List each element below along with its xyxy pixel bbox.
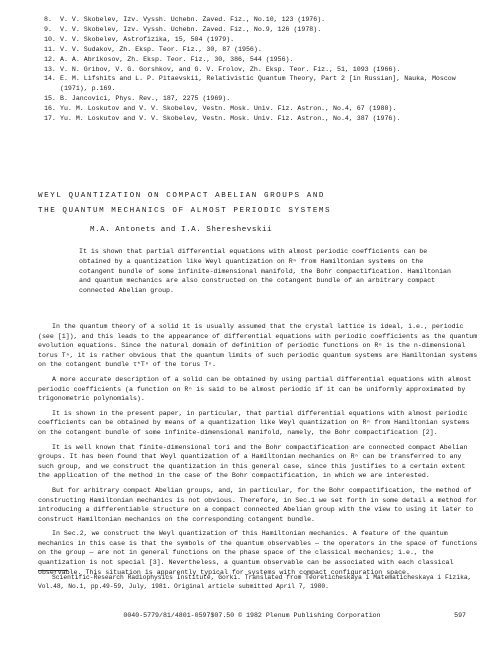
reference-text: V. N. Gribov, V. G. Gorshkov, and G. V. Frolov, Zh. Eksp. Teor. Fiz., 51, 1093 (1966). [60, 65, 401, 73]
copyright-line: 0040-5779/81/4801-0597$07.50 © 1982 Plenum Publishing Corporation [123, 612, 381, 619]
reference-list [44, 15, 484, 124]
reference-item [44, 35, 484, 45]
abstract: It is shown that partial differential equations with almost periodic coefficients can be obtained by a quantization like Weyl quantization on Rⁿ from Hamiltonian systems on the cotangent bundle of some infinite-dimensional manifold, the Bohr compactification. Hamiltonian and quantum mechanics are also constructed on the cotangent bundle of an arbitrary compact connected Abelian group. [79, 248, 451, 295]
footnote-rule [38, 570, 68, 571]
reference-number: 14. [44, 75, 56, 83]
authors: M.A. Antonets and I.A. Shereshevskii [90, 226, 273, 234]
reference-number: 17. [44, 115, 56, 123]
reference-item [44, 114, 484, 124]
reference-number: 13. [44, 65, 56, 73]
reference-text: V. V. Skobelev, Izv. Vyssh. Uchebn. Zaved. Fiz., No.10, 123 (1976). [60, 16, 326, 23]
paragraph: It is shown in the present paper, in particular, that partial differential equations with almost periodic coefficients can be obtained by means of a quantization like Weyl quantization on Rⁿ from Hamiltonian systems on the cotangent bundle of some infinite-dimensional manifold, namely, the Bohr compactification [2]. [38, 409, 470, 436]
page-number: 597 [454, 612, 466, 619]
reference-item [44, 15, 484, 25]
reference-item [44, 55, 484, 65]
reference-text: Yu. M. Loskutov and V. V. Skobelev, Vestn. Mosk. Univ. Fiz. Astron., No.4, 387 (1976). [60, 115, 401, 123]
title-line-1: WEYL QUANTIZATION ON COMPACT ABELIAN GROUPS AND [38, 192, 326, 200]
reference-number: 15. [44, 95, 56, 103]
reference-number: 16. [44, 105, 56, 113]
reference-item [44, 104, 484, 114]
paragraph: A more accurate description of a solid can be obtained by using partial differential equations with almost periodic coefficients (a function on Rⁿ is said to be almost periodic if it can be uniformly approximated by trigonometric polynomials). [38, 375, 472, 403]
reference-text: V. V. Sudakov, Zh. Eksp. Teor. Fiz., 30, 87 (1956). [60, 45, 262, 53]
reference-text: Yu. M. Loskutov and V. V. Skobelev, Vestn. Mosk. Univ. Fiz. Astron., No.4, 67 (1980). [60, 105, 397, 113]
reference-text: A. A. Abrikosov, Zh. Eksp. Teor. Fiz., 30, 386, 544 (1956). [60, 55, 294, 63]
footnote: Scientific-Research Radiophysics Institute, Gorki. Translated from Teoreticheskaya i Matematicheskaya i Fizika, Vol.48, No.1, pp.49-59, July, 1981. Original article submitted April 7, 1980. [38, 574, 472, 591]
reference-text: V. V. Skobelev, Astrofizika, 15, 504 (1979). [60, 35, 235, 43]
article-title [38, 189, 478, 219]
paragraph: But for arbitrary compact Abelian groups, and, in particular, for the Bohr compactification, the method of constructing Hamiltonian mechanics is not obvious. Therefore, in Sec.1 we set forth in some detail a method for introducing a differentiable structure on a compact connected Abelian group with the view to using it later to construct Hamiltonian mechanics on the corresponding cotangent bundle. [38, 486, 478, 523]
reference-number: 10. [44, 35, 56, 43]
title-line-2: THE QUANTUM MECHANICS OF ALMOST PERIODIC SYSTEMS [38, 207, 332, 215]
reference-item [44, 25, 484, 35]
reference-item [44, 45, 484, 55]
body-text [38, 322, 478, 582]
reference-number: 11. [44, 45, 56, 53]
paragraph: In the quantum theory of a solid it is usually assumed that the crystal lattice is ideal, i.e., periodic (see [1]), and this leads to the appearance of differential equations with periodic coefficients as the quantum evolution equations. Since the natural domain of definition of periodic functions on Rⁿ is the n-dimensional torus Tⁿ, it is rather obvious that the quantum limits of such periodic quantum systems are Hamiltonian systems on the cotangent bundle τ*Tⁿ of the torus Tⁿ. [38, 323, 478, 369]
reference-item [44, 74, 484, 94]
reference-text: V. V. Skobelev, Izv. Vyssh. Uchebn. Zaved. Fiz., No.9, 126 (1978). [60, 25, 322, 33]
paragraph: It is well known that finite-dimensional tori and the Bohr compactification are connected compact Abelian groups. It has been found that Weyl quantization of a Hamiltonian mechanics on Rⁿ can be transferred to any such group, and we construct the quantization in this general case, since this justifies to a certain extent the application of the method in the case of the Bohr compactification, in which we are interested. [38, 443, 468, 480]
reference-number: 12. [44, 55, 56, 63]
reference-item [44, 65, 484, 75]
paragraph: In Sec.2, we construct the Weyl quantization of this Hamiltonian mechanics. A feature of the quantum mechanics in this case is that the symbols of the quantum observables — the operators in the space of functions on the group — are not in general functions on the phase space of the classical mechanics; i.e., the quantization is not special [3]. Nevertheless, a quantum observable can be associated with each classical observable. This situation is apparently typical for systems with compact configuration space. [38, 530, 478, 576]
reference-text: B. Jancovici, Phys. Rev., 187, 2275 (1969). [60, 95, 231, 103]
reference-item [44, 94, 484, 104]
reference-text: E. M. Lifshits and L. P. Pitaevskii, Relativistic Quantum Theory, Part 2 [in Russian], Nauka, Moscow (1971), p.169. [60, 75, 456, 93]
reference-number: 9. [44, 25, 52, 33]
reference-number: 8. [44, 16, 52, 23]
